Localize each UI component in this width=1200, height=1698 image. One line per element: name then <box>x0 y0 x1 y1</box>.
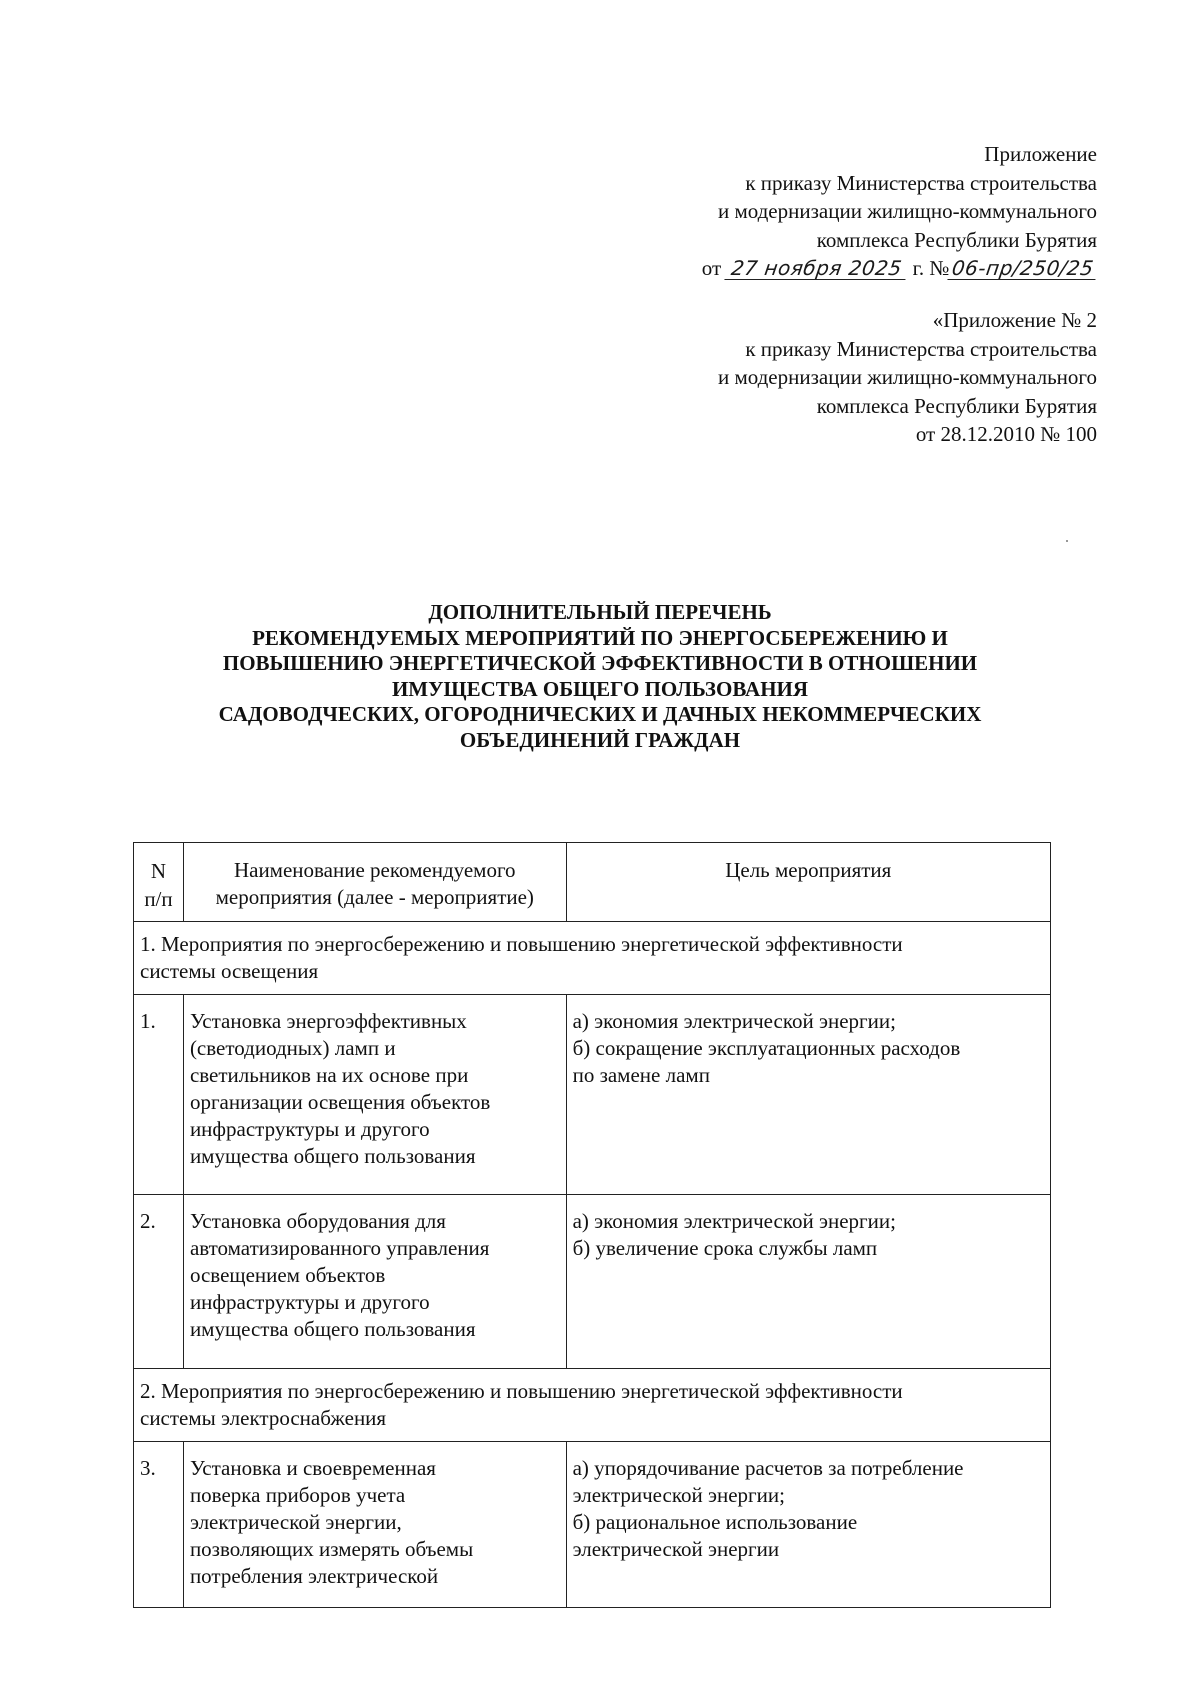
title-line: ПОВЫШЕНИЮ ЭНЕРГЕТИЧЕСКОЙ ЭФФЕКТИВНОСТИ В ОТНОШЕНИИ <box>222 651 978 675</box>
appendix-date-line <box>702 254 1097 283</box>
title-line: ОБЪЕДИНЕНИЙ ГРАЖДАН <box>459 727 741 752</box>
header-goal: Цель мероприятия <box>566 843 1050 922</box>
original-appendix-label: «Приложение № 2 <box>932 308 1097 332</box>
row-measure-goal: а) экономия электрической энергии; б) сокращение эксплуатационных расходов по замене ламп <box>566 995 1050 1195</box>
section-title: 2. Мероприятия по энергосбережению и повышению энергетической эффективности системы электроснабжения <box>134 1369 1051 1442</box>
section-row <box>134 922 1051 995</box>
measures-table <box>133 842 1051 1608</box>
original-appendix-ministry-line: и модернизации жилищно-коммунального <box>717 365 1097 389</box>
handwritten-date: 27 ноября 2025 <box>725 257 909 280</box>
row-number: 1. <box>134 995 184 1195</box>
date-prefix: от <box>701 256 722 280</box>
table-row <box>134 1195 1051 1369</box>
title-line: ИМУЩЕСТВА ОБЩЕГО ПОЛЬЗОВАНИЯ <box>391 676 809 701</box>
appendix-label: Приложение <box>984 142 1097 166</box>
row-measure-name: Установка энергоэффективных (светодиодных) ламп и светильников на их основе при организации освещения объектов инфраструктуры и другого имущества общего пользования <box>183 995 566 1195</box>
appendix-header <box>702 140 1097 283</box>
handwritten-order-number: 06-пр/250/25 <box>948 257 1099 280</box>
title-line: РЕКОМЕНДУЕМЫХ МЕРОПРИЯТИЙ ПО ЭНЕРГОСБЕРЕЖЕНИЮ И <box>252 625 948 650</box>
original-appendix-header <box>718 306 1097 449</box>
row-number: 3. <box>134 1442 184 1608</box>
document-title <box>100 600 1100 753</box>
appendix-order-line: к приказу Министерства строительства <box>745 170 1097 195</box>
header-name: Наименование рекомендуемого мероприятия (далее - мероприятие) <box>183 843 566 922</box>
section-title: 1. Мероприятия по энергосбережению и повышению энергетической эффективности системы освещения <box>134 922 1051 995</box>
row-measure-goal: а) экономия электрической энергии; б) увеличение срока службы ламп <box>566 1195 1050 1369</box>
header-number: N п/п <box>134 843 184 922</box>
scan-speck <box>1066 540 1068 542</box>
row-number: 2. <box>134 1195 184 1369</box>
table-header-row <box>134 843 1051 922</box>
title-line: САДОВОДЧЕСКИХ, ОГОРОДНИЧЕСКИХ И ДАЧНЫХ НЕКОММЕРЧЕСКИХ <box>218 702 982 726</box>
title-line: ДОПОЛНИТЕЛЬНЫЙ ПЕРЕЧЕНЬ <box>428 600 772 624</box>
year-number-label: г. № <box>912 256 950 280</box>
original-appendix-order-line: к приказу Министерства строительства <box>745 336 1097 361</box>
section-row <box>134 1369 1051 1442</box>
table-row <box>134 1442 1051 1608</box>
row-measure-name: Установка и своевременная поверка приборов учета электрической энергии, позволяющих измерять объемы потребления электрической <box>183 1442 566 1608</box>
original-appendix-republic-line: комплекса Республики Бурятия <box>816 393 1097 418</box>
row-measure-goal: а) упорядочивание расчетов за потребление электрической энергии; б) рациональное использование электрической энергии <box>566 1442 1050 1608</box>
appendix-republic-line: комплекса Республики Бурятия <box>816 227 1097 252</box>
row-measure-name: Установка оборудования для автоматизированного управления освещением объектов инфраструктуры и другого имущества общего пользования <box>183 1195 566 1369</box>
table-row <box>134 995 1051 1195</box>
original-appendix-date-line: от 28.12.2010 № 100 <box>915 422 1097 446</box>
appendix-ministry-line: и модернизации жилищно-коммунального <box>717 199 1097 223</box>
